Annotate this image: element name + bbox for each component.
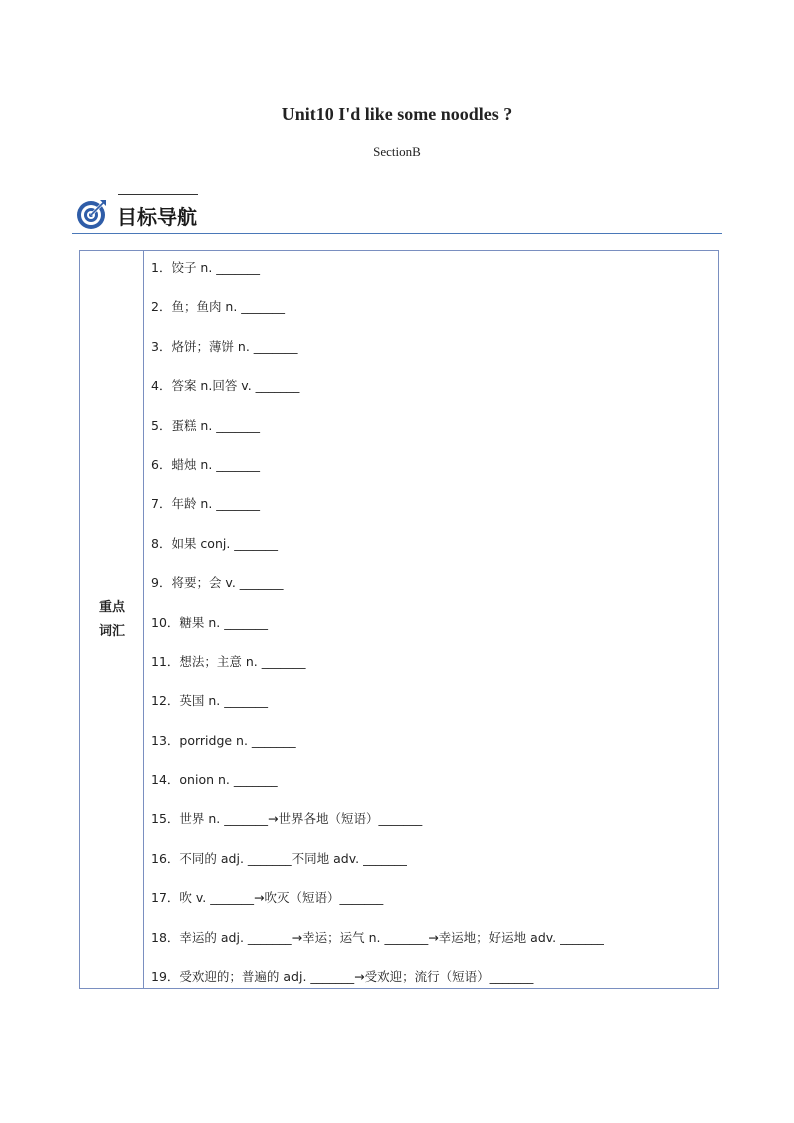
vocabulary-list bbox=[151, 257, 711, 1005]
list-item: 4．答案 n.回答 v. _______ bbox=[151, 378, 300, 394]
list-item: 9．将要；会 v. _______ bbox=[151, 575, 284, 591]
list-item: 12．英国 n. _______ bbox=[151, 693, 268, 709]
target-arrow-icon bbox=[76, 198, 108, 230]
list-item: 5．蛋糕 n. _______ bbox=[151, 417, 261, 433]
category-label-line2: 词汇 bbox=[98, 624, 125, 639]
list-item: 16．不同的 adj. _______不同地 adv. _______ bbox=[151, 850, 407, 866]
heading-overline bbox=[118, 194, 198, 195]
list-item: 10．糖果 n. _______ bbox=[151, 614, 268, 630]
list-item: 13．porridge n. _______ bbox=[151, 732, 296, 748]
document-subtitle: SectionB bbox=[373, 144, 421, 159]
list-item: 14．onion n. _______ bbox=[151, 772, 278, 788]
category-label-line1: 重点 bbox=[98, 600, 125, 615]
heading-rule bbox=[72, 233, 722, 234]
document-title: Unit10 I'd like some noodles ? bbox=[281, 104, 513, 124]
list-item: 7．年龄 n. _______ bbox=[151, 496, 261, 512]
list-item: 8．如果 conj. _______ bbox=[151, 535, 279, 551]
category-label bbox=[80, 596, 144, 644]
list-item: 6．蜡烛 n. _______ bbox=[151, 456, 261, 472]
list-item: 15．世界 n. _______→世界各地（短语）_______ bbox=[151, 811, 423, 827]
list-item: 3．烙饼；薄饼 n. _______ bbox=[151, 338, 298, 354]
category-column bbox=[80, 251, 144, 988]
list-item: 1．饺子 n. _______ bbox=[151, 260, 261, 275]
list-item: 19．受欢迎的；普遍的 adj. _______→受欢迎；流行（短语）_______ bbox=[151, 969, 534, 985]
section-heading: 目标导航 bbox=[117, 205, 197, 229]
list-item: 2．鱼；鱼肉 n. _______ bbox=[151, 299, 286, 315]
list-item: 11．想法；主意 n. _______ bbox=[151, 653, 306, 669]
vocabulary-table bbox=[79, 250, 719, 989]
list-item: 17．吹 v. _______→吹灭（短语）_______ bbox=[151, 890, 384, 906]
list-item: 18．幸运的 adj. _______→幸运；运气 n. _______→幸运地；好运地 adv. _______ bbox=[151, 929, 604, 945]
